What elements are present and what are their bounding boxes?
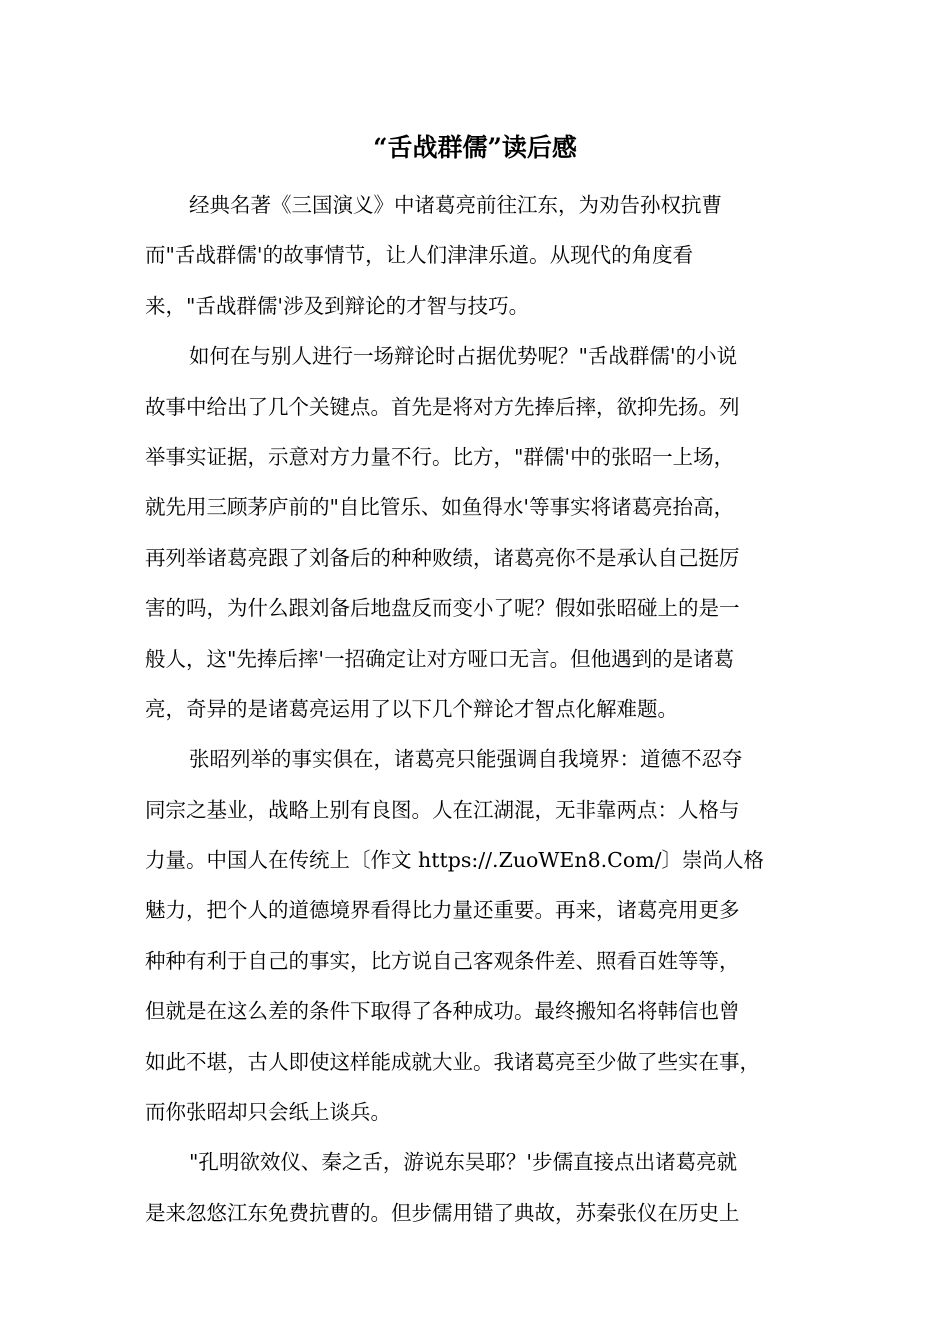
text-line-16: 种种有利于自己的事实，比方说自己客观条件差、照看百姓等等，: [145, 948, 740, 973]
text-line-20: "孔明欲效仪、秦之舌，游说东吴耶？'步儒直接点出诸葛亮就: [189, 1150, 738, 1175]
text-line-10: 般人，这"先捧后摔'一招确定让对方哑口无言。但他遇到的是诸葛: [145, 646, 735, 671]
text-line-7: 就先用三顾茅庐前的"自比管乐、如鱼得水'等事实将诸葛亮抬高，: [145, 495, 735, 520]
text-line-15: 魅力，把个人的道德境界看得比力量还重要。再来，诸葛亮用更多: [145, 898, 740, 923]
text-line-4: 如何在与别人进行一场辩论时占据优势呢？"舌战群儒'的小说: [189, 344, 738, 369]
document-title: “舌战群儒”读后感: [373, 133, 577, 162]
document-body: [145, 180, 825, 1238]
text-line-3: 来，"舌战群儒'涉及到辩论的才智与技巧。: [145, 293, 530, 318]
text-line-13: 同宗之基业，战略上别有良图。人在江湖混，无非靠两点：人格与: [145, 797, 740, 822]
text-line-11: 亮，奇异的是诸葛亮运用了以下几个辩论才智点化解难题。: [145, 696, 678, 721]
text-line-6: 举事实证据，示意对方力量不行。比方，"群儒'中的张昭一上场，: [145, 444, 735, 469]
text-line-2: 而"舌战群儒'的故事情节，让人们津津乐道。从现代的角度看: [145, 243, 694, 268]
text-line-8: 再列举诸葛亮跟了刘备后的种种败绩，诸葛亮你不是承认自己挺厉: [145, 545, 740, 570]
text-line-17: 但就是在这么差的条件下取得了各种成功。最终搬知名将韩信也曾: [145, 999, 740, 1024]
text-line-12: 张昭列举的事实俱在，诸葛亮只能强调自我境界：道德不忍夺: [189, 747, 743, 772]
text-line-21: 是来忽悠江东免费抗曹的。但步儒用错了典故，苏秦张仪在历史上: [145, 1200, 740, 1225]
text-line-14: 力量。中国人在传统上〔作文 https://.ZuoWEn8.Com/〕崇尚人格: [145, 848, 765, 873]
text-line-19: 而你张昭却只会纸上谈兵。: [145, 1100, 391, 1125]
text-line-5: 故事中给出了几个关键点。首先是将对方先捧后摔，欲抑先扬。列: [145, 394, 740, 419]
text-line-1: 经典名著《三国演义》中诸葛亮前往江东，为劝告孙权抗曹: [189, 193, 722, 217]
text-line-18: 如此不堪，古人即使这样能成就大业。我诸葛亮至少做了些实在事，: [145, 1049, 760, 1074]
text-line-9: 害的吗，为什么跟刘备后地盘反而变小了呢？假如张昭碰上的是一: [145, 596, 740, 621]
